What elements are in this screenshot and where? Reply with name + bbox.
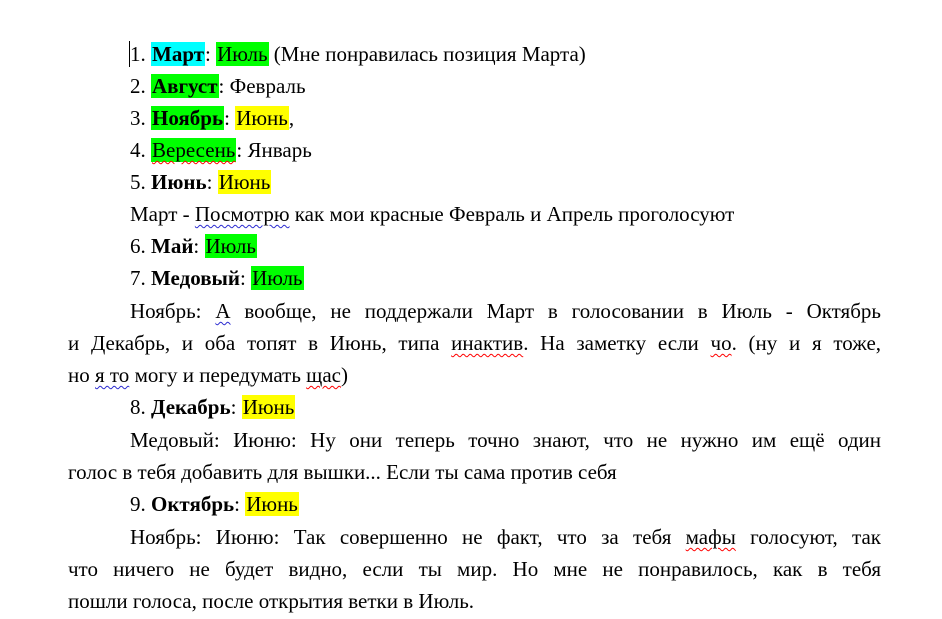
vote-trail: , — [288, 106, 295, 130]
voter-name: Май — [151, 234, 194, 258]
comment-text: голос в тебя добавить для вышки... Если ты сама против себя — [68, 460, 617, 484]
vote-number: 6. — [130, 234, 146, 258]
comment-november-2-line-1 — [130, 521, 881, 553]
comment-text: пошли голоса, после открытия ветки в Июль. — [68, 589, 475, 613]
vote-line-1: 1. Март: Июль (Мне понравилась позиция Марта) — [130, 42, 586, 66]
comment-november-1-line-3 — [68, 359, 881, 391]
vote-number: 8. — [130, 395, 146, 419]
comment-honey-line-2 — [68, 456, 881, 488]
vote-number: 1. — [130, 42, 146, 66]
comment-text: мафы — [685, 525, 736, 549]
vote-line-4: 4. Вересень: Январь — [130, 138, 312, 162]
vote-note: (Мне понравилась позиция Марта) — [273, 42, 586, 66]
comment-text: чо — [710, 331, 732, 355]
comment-text: Медовый: Июню: Ну они теперь точно знают, что не нужно им ещё один — [130, 428, 881, 452]
vote-line-5: 5. Июнь: Июнь — [130, 170, 271, 194]
comment-text: голосуют, так — [735, 525, 882, 549]
comment-text: Посмотрю — [194, 202, 290, 226]
vote-target: Июнь — [236, 106, 288, 130]
comment-mart — [130, 198, 881, 230]
comment-text: Ноябрь: — [130, 299, 216, 323]
comment-text: вообще, не поддержали Март в голосовании в Июль - Октябрь — [230, 299, 881, 323]
voter-name: Декабрь — [151, 395, 231, 419]
comment-text: А — [215, 299, 231, 323]
vote-target: Июнь — [246, 492, 298, 516]
comment-text: Ноябрь: Июню: Так совершенно не факт, что за тебя — [130, 525, 686, 549]
comment-text: . На заметку если — [523, 331, 711, 355]
voter-name: Август — [152, 74, 218, 98]
vote-line-9: 9. Октябрь: Июнь — [130, 492, 298, 516]
comment-november-1-line-2 — [68, 327, 881, 359]
voter-name: Медовый — [151, 266, 241, 290]
vote-number: 4. — [130, 138, 146, 162]
comment-honey-line-1 — [130, 424, 881, 456]
vote-target: Июль — [205, 234, 256, 258]
comment-text: как мои красные Февраль и Апрель проголосуют — [289, 202, 735, 226]
vote-line-7: 7. Медовый: Июль — [130, 266, 303, 290]
vote-line-8: 8. Декабрь: Июнь — [130, 395, 295, 419]
comment-text: что ничего не будет видно, если ты мир. Но мне не понравилось, как в тебя — [68, 557, 881, 581]
comment-november-2-line-2 — [68, 553, 881, 585]
voter-name: Март — [152, 42, 205, 66]
comment-text: щас — [306, 363, 341, 387]
comment-text: инактив — [451, 331, 524, 355]
vote-target: Июль — [252, 266, 303, 290]
comment-text: Март - — [130, 202, 195, 226]
vote-line-2: 2. Август: Февраль — [130, 74, 306, 98]
voter-name: Октябрь — [151, 492, 235, 516]
vote-line-3: 3. Ноябрь: Июнь, — [130, 106, 295, 130]
voter-name: Вересень — [152, 138, 236, 162]
comment-text: и Декабрь, и оба топят в Июнь, типа — [68, 331, 452, 355]
vote-number: 5. — [130, 170, 146, 194]
voter-name: Ноябрь — [152, 106, 224, 130]
vote-number: 2. — [130, 74, 146, 98]
vote-number: 3. — [130, 106, 146, 130]
vote-target: Июль — [217, 42, 268, 66]
vote-target: Февраль — [229, 74, 306, 98]
comment-text: но — [68, 363, 95, 387]
comment-text: я то — [95, 363, 130, 387]
comment-text: ) — [340, 363, 348, 387]
vote-number: 7. — [130, 266, 146, 290]
vote-line-6: 6. Май: Июль — [130, 234, 256, 258]
vote-number: 9. — [130, 492, 146, 516]
vote-target: Июнь — [242, 395, 295, 419]
comment-text: . (ну и я тоже, — [731, 331, 882, 355]
vote-target: Январь — [247, 138, 312, 162]
comment-november-2-line-3 — [68, 585, 881, 617]
voter-name: Июнь — [151, 170, 207, 194]
comment-november-1-line-1 — [130, 295, 881, 327]
vote-target: Июнь — [218, 170, 271, 194]
comment-text: могу и передумать — [129, 363, 307, 387]
